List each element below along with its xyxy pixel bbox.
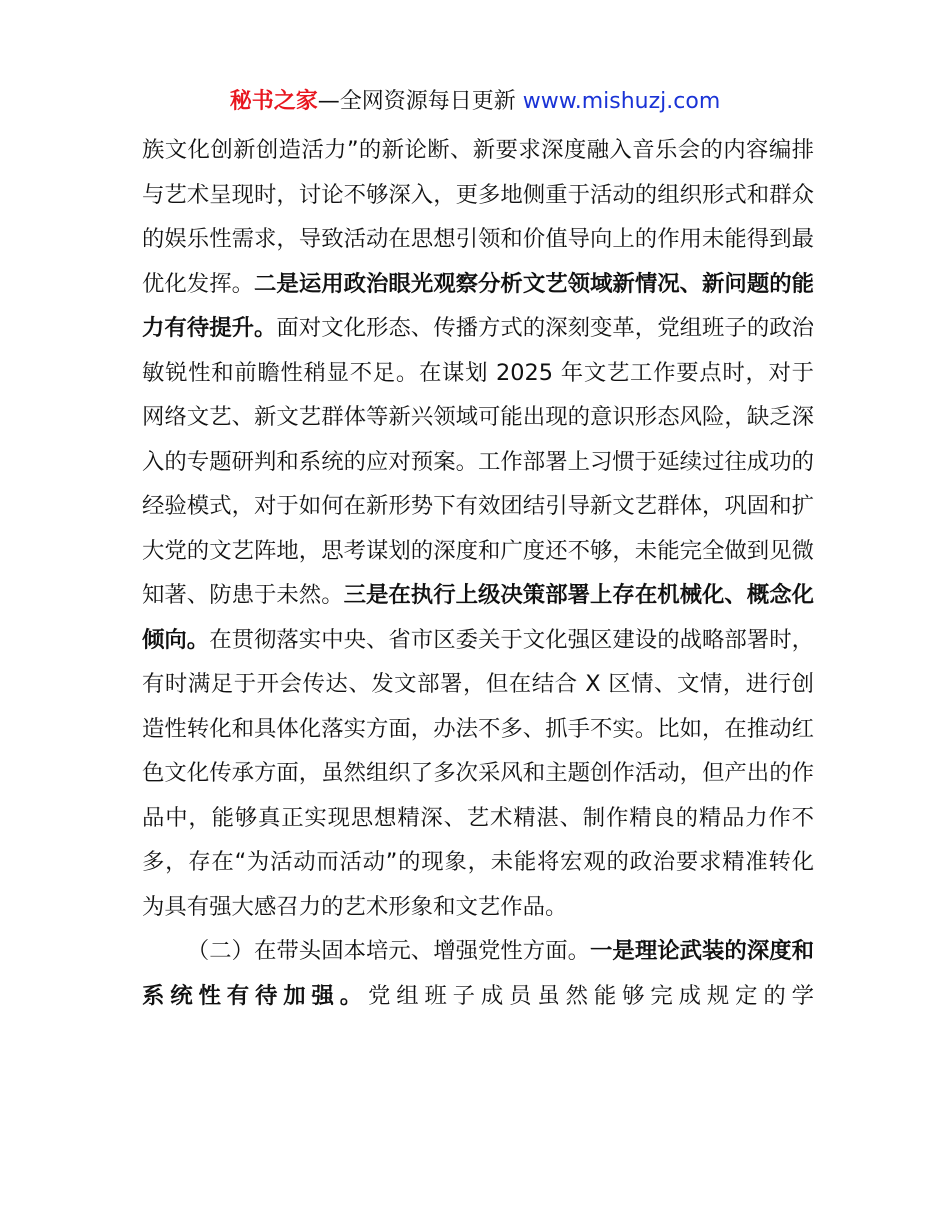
page-header bbox=[0, 86, 950, 118]
paragraph-1-heading-2: 二是运用政治眼光观察分析文艺领域新情况、新问题的能力有待提升。 bbox=[142, 270, 815, 341]
paragraph-2-text: 党组班子成员虽然能够完成规定的学 bbox=[367, 982, 815, 1009]
header-tagline: —全网资源每日更新 bbox=[317, 89, 516, 114]
paragraph-1-heading-3: 三是在执行上级决策部署上存在机械化、概念化倾向。 bbox=[142, 582, 815, 653]
paragraph-1-text-a: 族文化创新创造活力”的新论断、新要求深度融入音乐会的内容编排与艺术呈现时，讨论不够深入，更多地侧重于活动的组织形式和群众的娱乐性需求，导致活动在思想引领和价值导向上的作用未能得到最优化发挥。 bbox=[142, 137, 814, 297]
paragraph-1-text-b: 面对文化形态、传播方式的深刻变革，党组班子的政治敏锐性和前瞻性稍显不足。在谋划 2025 年文艺工作要点时，对于网络文艺、新文艺群体等新兴领域可能出现的意识形态风险，缺乏深入的专题研判和系统的应对预案。工作部署上习惯于延续过往成功的经验模式，对于如何在新形势下有效团结引导新文艺群体，巩固和扩大党的文艺阵地，思考谋划的深度和广度还不够，未能完全做到见微知著、防患于未然。 bbox=[142, 315, 815, 608]
brand-name: 秘书之家 bbox=[229, 89, 318, 114]
paragraph-1-text-c: 在贯彻落实中央、省市区委关于文化强区建设的战略部署时，有时满足于开会传达、发文部署，但在结合 X 区情、文情，进行创造性转化和具体化落实方面，办法不多、抓手不实。比如，在推动红色文化传承方面，虽然组织了多次采风和主题创作活动，但产出的作品中，能够真正实现思想精深、艺术精湛、制作精良的精品力作不多，存在“为活动而活动”的现象，未能将宏观的政治要求精准转化为具有强大感召力的艺术形象和文艺作品。 bbox=[142, 626, 815, 920]
paragraph-1 bbox=[142, 128, 814, 929]
paragraph-2 bbox=[142, 929, 814, 1018]
document-body bbox=[142, 128, 814, 1018]
section-2-title: （二）在带头固本培元、增强党性方面。 bbox=[186, 938, 591, 964]
site-url-link[interactable]: www.mishuzj.com bbox=[522, 89, 721, 114]
paragraph-2-heading-1: 一是理论武装的深度和系统性有待加强。 bbox=[142, 938, 815, 1009]
